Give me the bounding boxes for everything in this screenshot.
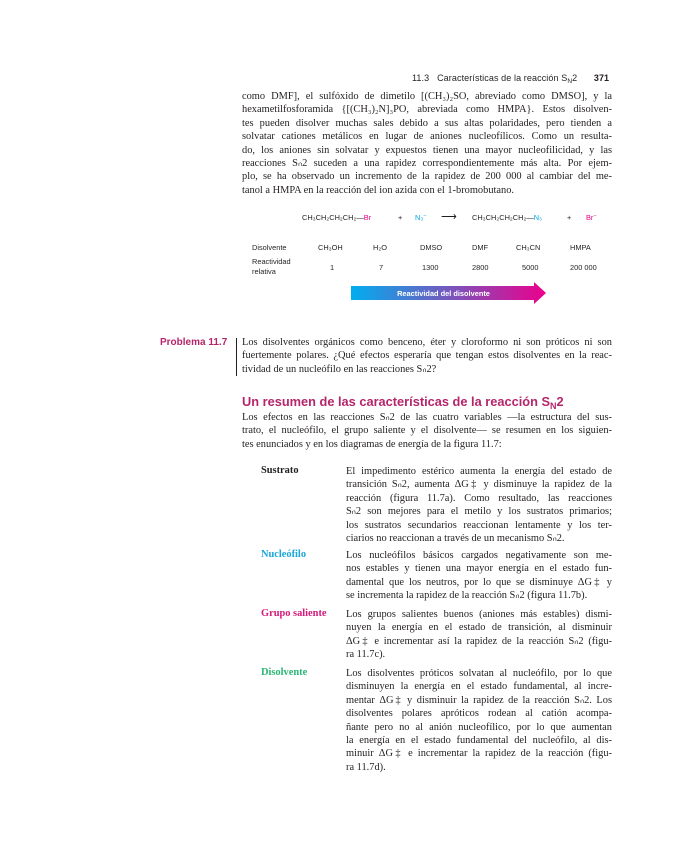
intro-line: do, los aniones sin solvatar y expuestos tienen una mayor nucleofilicidad, y las [242, 144, 612, 156]
problem-line: fuertemente polares. ¿Qué efectos esperaría que tengan estos disolventes en la reac- [242, 350, 612, 362]
term-line: minuir ΔG‡ e incrementar la rapidez de la reacción (figu- [346, 748, 612, 760]
reactivity-row [250, 257, 630, 279]
reaction-arrow: ⟶ [441, 211, 457, 223]
term-line: nuyen la energía en el estado de transición, al disminuir [346, 622, 612, 634]
solvent-row-label: Disolvente [252, 243, 287, 252]
reactivity-cell: 2800 [472, 263, 489, 272]
plus-sign: + [398, 213, 403, 222]
term-line: la energía en el estado fundamental del nucleófilo, al dis- [346, 734, 612, 746]
running-head [412, 73, 612, 85]
term-line: transición Sₙ2, aumenta ΔG‡ y disminuye la rapidez de la [346, 479, 612, 491]
term-body-substrate [346, 465, 612, 545]
nucleophile-formula: N₃ [415, 213, 424, 222]
running-title: Características de la reacción S [437, 73, 568, 83]
term-line: Sₙ2 son mejores para el metilo y los sustratos primarios; [346, 506, 612, 518]
term-line: Los grupos salientes buenos (aniones más estables) dismi- [346, 609, 612, 620]
term-line: se incrementa la rapidez de la reacción Sₙ2 (figura 11.7b). [346, 590, 588, 602]
term-body-solvent [346, 667, 612, 774]
term-line: ñante pero no al anión nucleofílico, por lo que aumentan [346, 721, 612, 733]
running-title-tail: 2 [572, 73, 578, 83]
term-line: ciarios no reaccionan a través de un mecanismo Sₙ2. [346, 532, 565, 544]
term-line: El impedimento estérico aumenta la energía del estado de [346, 466, 612, 477]
solvent-cell: DMF [472, 243, 489, 252]
reactivity-cell: 7 [379, 263, 384, 272]
section-number: 11.3 [412, 73, 430, 83]
section-heading [242, 394, 564, 411]
byproduct-formula: Br [586, 213, 594, 222]
summary-intro-line: trato, el nucleófilo, el grupo saliente y el disolvente— se resumen en los siguien- [242, 425, 612, 437]
intro-line: como DMF], el sulfóxido de dimetilo [(CH₃)₂SO, abreviado como DMSO], y la [242, 91, 612, 102]
page-number: 371 [593, 73, 610, 83]
term-line: reacción (figura 11.7a). Como resultado, las reacciones [346, 492, 612, 504]
intro-line: solvatar cationes metálicos en lugar de aniones nucleofílicos. Como un resulta- [242, 131, 612, 143]
arrow-label: Reactividad del disolvente [397, 289, 490, 298]
byproduct [586, 213, 597, 222]
byproduct-charge: − [593, 213, 597, 219]
reactivity-cell: 1 [330, 263, 335, 272]
intro-paragraph [242, 90, 612, 197]
term-body-nucleophile [346, 549, 612, 603]
term-line: los sustratos secundarios reaccionan lentamente y los ter- [346, 519, 612, 531]
term-line: ra 11.7c). [346, 649, 386, 661]
reactivity-cell: 5000 [522, 263, 539, 272]
term-label-substrate: Sustrato [261, 465, 299, 476]
solvent-cell: H₂O [373, 243, 387, 252]
plus-sign: + [567, 213, 572, 222]
running-title-sub: N [567, 78, 573, 85]
term-line: damental que los neutros, por lo que se disminuye ΔG‡ y [346, 576, 612, 588]
section-heading-text: Un resumen de las características de la reacción S [242, 394, 550, 409]
term-label-leaving-group: Grupo saliente [261, 608, 327, 619]
summary-intro-line: Los efectos en las reacciones Sₙ2 de las cuatro variables —la estructura del sus- [242, 412, 612, 423]
solvent-cell: CH₃OH [318, 243, 343, 252]
term-line: ra 11.7d). [346, 761, 386, 773]
solvent-cell: HMPA [570, 243, 591, 252]
nucleophile [415, 213, 427, 222]
solvent-cell: DMSO [420, 243, 443, 252]
term-line: mentar ΔG‡ y disminuir la rapidez de la reacción Sₙ2. Los [346, 694, 612, 706]
reactivity-row-label: Reactividad [252, 257, 291, 266]
problem-text [242, 336, 612, 376]
intro-line: plo, se ha observado un incremento de la rapidez de 200 000 al cambiar del me- [242, 171, 612, 183]
term-label-nucleophile: Nucleófilo [261, 549, 307, 560]
section-heading-sub: N [550, 401, 557, 411]
term-line: Los disolventes próticos solvatan al nucleófilo, por lo que [346, 668, 612, 679]
reactant-chain: CH₃CH₂CH₂CH₂— [302, 213, 364, 222]
solvent-cell: CH₃CN [516, 243, 541, 252]
intro-line: reacciones Sₙ2 suceden a una rapidez correspondientemente más alta. Por ejem- [242, 157, 612, 169]
intro-line: hexametilfosforamida {[(CH₃)₂N]₃PO, abreviada como HMPA}. Estos disolven- [242, 104, 612, 116]
reactivity-row-label: relativa [252, 267, 276, 276]
term-line: Los nucleófilos básicos cargados negativamente son me- [346, 550, 612, 561]
reactivity-cell: 1300 [422, 263, 439, 272]
section-heading-tail: 2 [556, 394, 564, 409]
problem-line: Los disolventes orgánicos como benceno, éter y cloroformo ni son próticos ni son [242, 337, 612, 348]
problem-line: tividad de un nucleófilo en las reacciones Sₙ2? [242, 363, 437, 375]
term-line: ΔG‡ e incrementar así la rapidez de la reacción Sₙ2 (figu- [346, 635, 612, 647]
summary-intro-line: tes enunciados y en los diagramas de energía de la figura 11.7: [242, 438, 502, 450]
intro-line: tanol a HMPA en la reacción del ion azida con el 1-bromobutano. [242, 184, 515, 196]
problem-divider [236, 338, 237, 376]
term-line: disolventes polares apróticos rodean al catión acompa- [346, 708, 612, 720]
term-body-leaving-group [346, 608, 612, 662]
reactant-formula [302, 213, 371, 222]
product-group: N₃ [533, 213, 543, 222]
product-chain: CH₃CH₂CH₂CH₂— [472, 213, 534, 222]
intro-line: tes pueden disolver muchas sales debido a sus altas polaridades, pero tienden a [242, 117, 612, 129]
term-line: disminuyen la energía en el estado fundamental, al incre- [346, 681, 612, 693]
reactivity-cell: 200 000 [570, 263, 597, 272]
term-line: nos estables y tienen una mayor energía en el estado fun- [346, 563, 612, 575]
product-formula [472, 213, 542, 222]
problem-label: Problema 11.7 [160, 337, 228, 348]
leaving-group: Br [363, 213, 372, 222]
term-label-solvent: Disolvente [261, 667, 308, 678]
summary-intro [242, 411, 612, 451]
nucleophile-charge: − [423, 213, 427, 219]
